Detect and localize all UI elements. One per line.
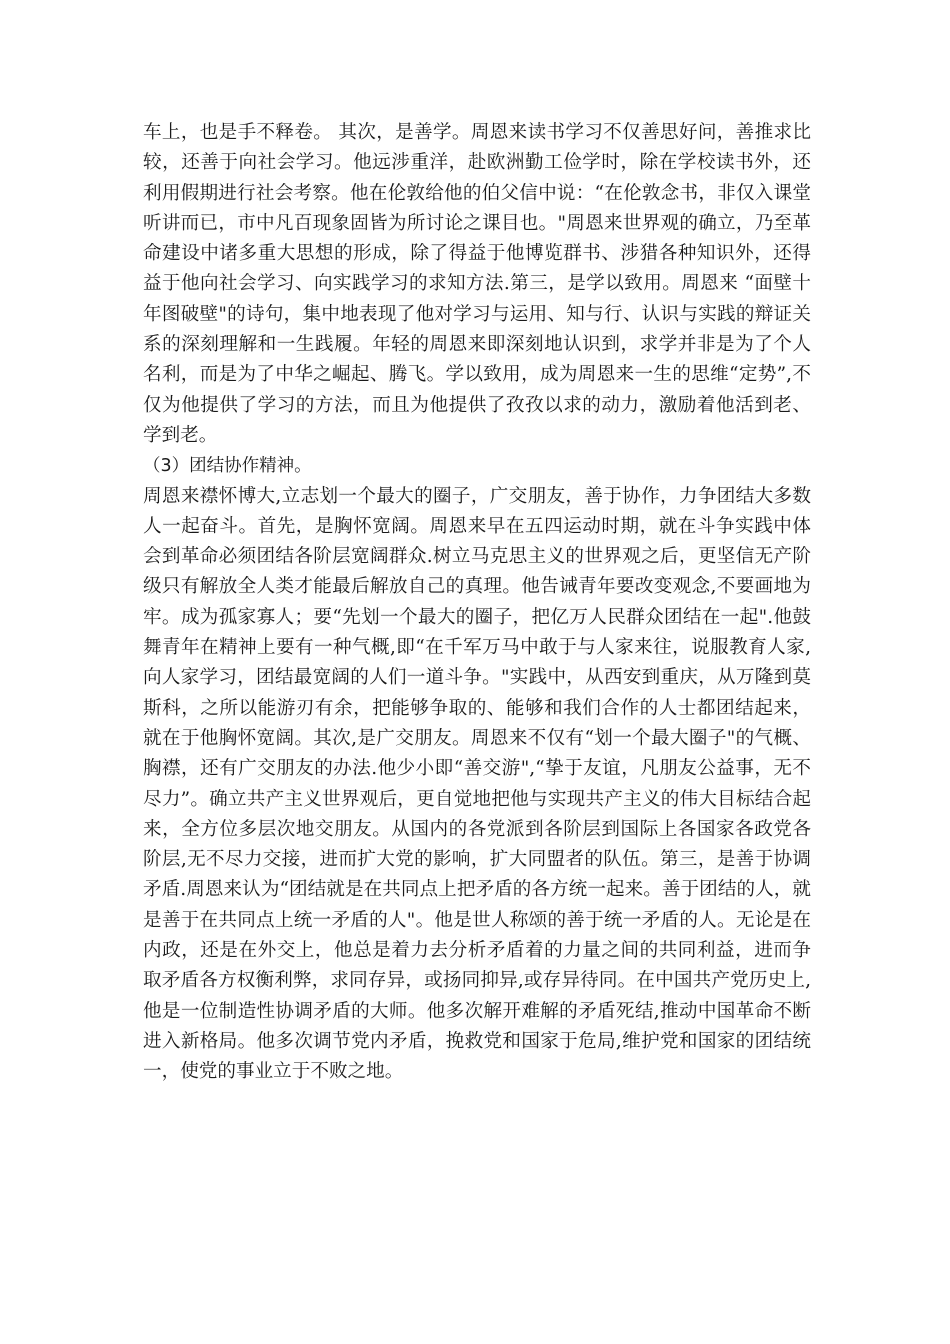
paragraph-unity-cooperation: 周恩来襟怀博大,立志划一个最大的圈子，广交朋友，善于协作，力争团结大多数人一起奋斗。首先，是胸怀宽阔。周恩来早在五四运动时期，就在斗争实践中体会到革命必须团结各阶层宽阔群众.树立马克思主义的世界观之后，更坚信无产阶级只有解放全人类才能最后解放自己的真理。他告诫青年要改变观念,不要画地为牢。成为孤家寡人；要“先划一个最大的圈子，把亿万人民群众团结在一起".他鼓舞青年在精神上要有一种气概,即“在千军万马中敢于与人家来往，说服教育人家,向人家学习，团结最宽阔的人们一道斗争。"实践中，从西安到重庆，从万隆到莫斯科，之所以能游刃有余，把能够争取的、能够和我们合作的人士都团结起来，就在于他胸怀宽阔。其次,是广交朋友。周恩来不仅有“划一个最大圈子"的气概、胸襟，还有广交朋友的办法.他少小即“善交游",“挚于友谊，凡朋友公益事，无不尽力”。确立共产主义世界观后，更自觉地把他与实现共产主义的伟大目标结合起来，全方位多层次地交朋友。从国内的各党派到各阶层到国际上各国家各政党各阶层,无不尽力交接，进而扩大党的影响，扩大同盟者的队伍。第三，是善于协调矛盾.周恩来认为“团结就是在共同点上把矛盾的各方统一起来。善于团结的人，就是善于在共同点上统一矛盾的人"。他是世人称颂的善于统一矛盾的人。无论是在内政，还是在外交上，他总是着力去分析矛盾着的力量之间的共同利益，进而争取矛盾各方权衡利弊，求同存异，或扬同抑异,或存异待同。在中国共产党历史上,他是一位制造性协调矛盾的大师。他多次解开难解的矛盾死结,推动中国革命不断进入新格局。他多次调节党内矛盾，挽救党和国家于危局,维护党和国家的团结统一，使党的事业立于不败之地。 — [143, 485, 811, 1083]
document-body — [143, 118, 811, 1088]
paragraph-study-methods: 车上，也是手不释卷。 其次，是善学。周恩来读书学习不仅善思好问，善推求比较，还善于向社会学习。他远涉重洋，赴欧洲勤工俭学时，除在学校读书外，还利用假期进行社会考察。他在伦敦给他的伯父信中说：“在伦敦念书，非仅入课堂听讲而已，市中凡百现象固皆为所讨论之课目也。"周恩来世界观的确立，乃至革命建设中诸多重大思想的形成，除了得益于他博览群书、涉猎各种知识外，还得益于他向社会学习、向实践学习的求知方法.第三，是学以致用。周恩来 “面壁十年图破壁"的诗句，集中地表现了他对学习与运用、知与行、认识与实践的辩证关系的深刻理解和一生践履。年轻的周恩来即深刻地认识到，求学并非是为了个人名利，而是为了中华之崛起、腾飞。学以致用，成为周恩来一生的思维“定势”,不仅为他提供了学习的方法，而且为他提供了孜孜以求的动力，激励着他活到老、学到老。 — [143, 122, 811, 446]
section-heading-unity: （3）团结协作精神。 — [143, 456, 312, 477]
